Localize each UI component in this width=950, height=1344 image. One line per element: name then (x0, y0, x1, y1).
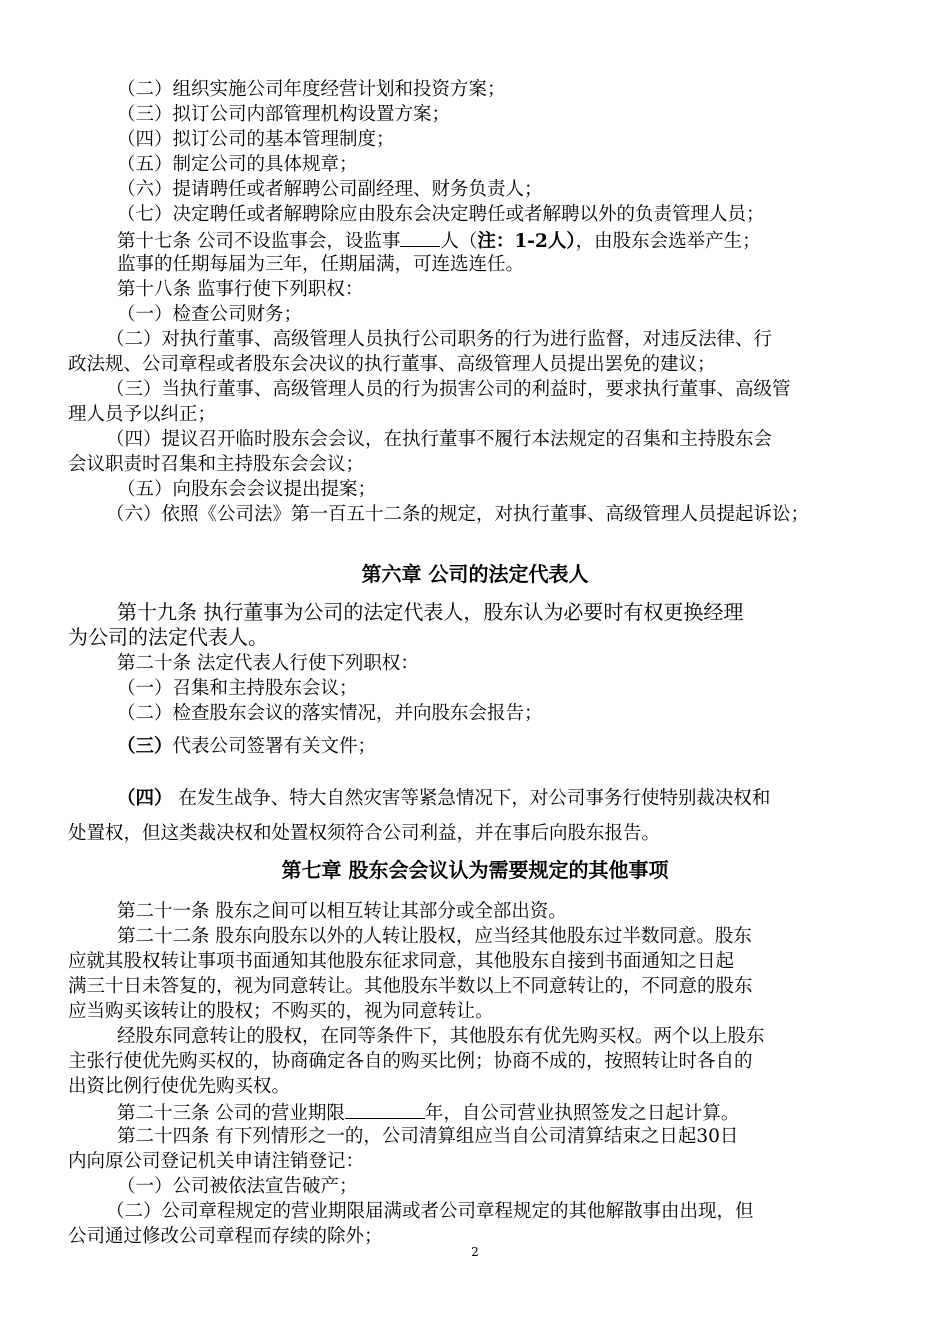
chapter-heading: 第七章 股东会会议认为需要规定的其他事项 (281, 858, 669, 882)
fill-in-blank[interactable] (400, 228, 440, 247)
item-number: （四） (117, 788, 173, 809)
text-line: 处置权，但这类裁决权和处置权须符合公司利益，并在事后向股东报告。 (68, 823, 661, 844)
text-segment: 人（ (440, 231, 478, 252)
text-line: 公司通过修改公司章程而存续的除外； (68, 1226, 383, 1247)
text-line: 为公司的法定代表人。 (68, 625, 268, 649)
text-line: （二）检查股东会议的落实情况，并向股东会报告； (117, 703, 543, 724)
article-23-line (117, 1100, 739, 1126)
text-line: （一）公司被依法宣告破产； (117, 1176, 358, 1197)
text-line: 会议职责时召集和主持股东会会议； (68, 454, 365, 475)
text-line: （五）向股东会会议提出提案； (117, 479, 377, 500)
text-line: 第十八条 监事行使下列职权： (117, 279, 364, 300)
text-line: （四）拟订公司的基本管理制度； (117, 129, 395, 150)
text-line: 满三十日未答复的，视为同意转让。其他股东半数以上不同意转让的，不同意的股东 (68, 976, 753, 997)
text-line: 应就其股权转让事项书面通知其他股东征求同意，其他股东自接到书面通知之日起 (68, 951, 735, 972)
text-line: 第二十一条 股东之间可以相互转让其部分或全部出资。 (117, 901, 567, 922)
text-line (117, 787, 770, 811)
text-line: 经股东同意转让的股权，在同等条件下，其他股东有优先购买权。两个以上股东 (117, 1026, 765, 1047)
text-line (117, 735, 376, 759)
text-segment: 在发生战争、特大自然灾害等紧急情况下，对公司事务行使特别裁决权和 (172, 788, 771, 809)
text-line: 监事的任期每届为三年，任期届满，可连选连任。 (117, 254, 525, 275)
text-segment: 代表公司签署有关文件； (172, 736, 377, 757)
text-line: 理人员予以纠正； (68, 404, 217, 425)
text-line: 第二十二条 股东向股东以外的人转让股权，应当经其他股东过半数同意。股东 (117, 926, 752, 947)
chapter-heading: 第六章 公司的法定代表人 (361, 562, 589, 586)
text-line: 应当购买该转让的股权；不购买的，视为同意转让。 (68, 1001, 494, 1022)
text-line: （二）对执行董事、高级管理人员执行公司职务的行为进行监督，对违反法律、行 (106, 329, 773, 350)
text-segment: 第十七条 公司不设监事会，设监事 (117, 231, 401, 252)
item-number: （三） (117, 736, 173, 757)
text-segment: 年，自公司营业执照签发之日起计算。 (424, 1103, 740, 1124)
text-line: （六）提请聘任或者解聘公司副经理、财务负责人； (117, 179, 543, 200)
text-segment: 第二十三条 公司的营业期限 (117, 1103, 345, 1124)
text-line: （一）召集和主持股东会议； (117, 678, 358, 699)
text-line: （四）提议召开临时股东会会议，在执行董事不履行本法规定的召集和主持股东会 (106, 429, 773, 450)
text-line: （三）当执行董事、高级管理人员的行为损害公司的利益时，要求执行董事、高级管 (106, 379, 791, 400)
text-line: 内向原公司登记机关申请注销登记： (68, 1151, 365, 1172)
text-line: （七）决定聘任或者解聘除应由股东会决定聘任或者解聘以外的负责管理人员； (117, 204, 765, 225)
text-segment: ，由股东会选举产生； (575, 231, 761, 252)
fill-in-blank[interactable] (345, 1100, 425, 1119)
page-number: 2 (471, 1245, 479, 1259)
article-17-line (117, 228, 761, 254)
text-line: （三）拟订公司内部管理机构设置方案； (117, 104, 451, 125)
text-line: （一）检查公司财务； (117, 304, 303, 325)
bold-note: 注：1-2人） (477, 231, 576, 252)
text-line: 第二十条 法定代表人行使下列职权： (117, 653, 419, 674)
text-line: 第十九条 执行董事为公司的法定代表人，股东认为必要时有权更换经理 (117, 600, 744, 624)
text-line: （二）组织实施公司年度经营计划和投资方案； (117, 79, 506, 100)
text-line: （五）制定公司的具体规章； (117, 154, 358, 175)
text-line: （二）公司章程规定的营业期限届满或者公司章程规定的其他解散事由出现，但 (106, 1201, 754, 1222)
text-line: 政法规、公司章程或者股东会决议的执行董事、高级管理人员提出罢免的建议； (68, 354, 716, 375)
text-line: 第二十四条 有下列情形之一的，公司清算组应当自公司清算结束之日起30日 (117, 1126, 739, 1147)
text-line: 出资比例行使优先购买权。 (68, 1076, 291, 1097)
text-line: 主张行使优先购买权的，协商确定各自的购买比例；协商不成的，按照转让时各自的 (68, 1051, 753, 1072)
text-line: （六）依照《公司法》第一百五十二条的规定，对执行董事、高级管理人员提起诉讼； (106, 504, 810, 525)
